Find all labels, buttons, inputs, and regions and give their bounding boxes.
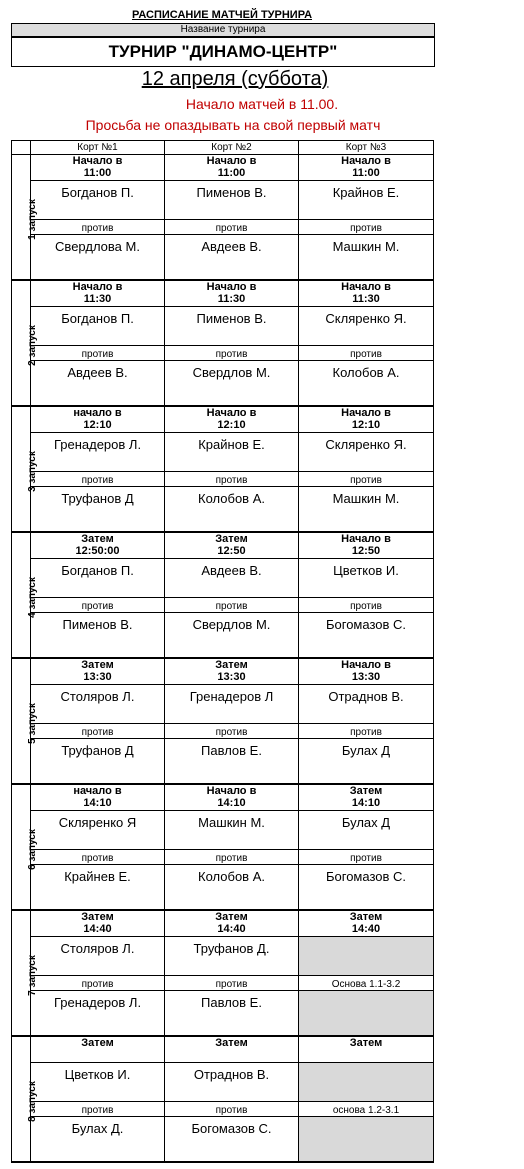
start-time-label: Затем (215, 533, 248, 545)
court-header-row (12, 141, 434, 155)
player-one: Богданов П. (31, 559, 165, 598)
vs-row (12, 598, 434, 613)
start-time-value: 14:40 (351, 923, 381, 935)
match-start-time (299, 280, 434, 307)
player-one: Скляренко Я. (299, 307, 434, 346)
player2-row (12, 613, 434, 659)
start-time-value: 13:30 (83, 671, 112, 683)
player-one: Труфанов Д. (165, 937, 299, 976)
vs-row (12, 346, 434, 361)
versus-label: против (165, 724, 299, 739)
start-time-label: Затем (349, 911, 383, 923)
start-time-label: начало в (73, 407, 122, 419)
time-row (12, 1036, 434, 1063)
schedule-title: РАСПИСАНИЕ МАТЧЕЙ ТУРНИРА (131, 9, 313, 21)
player-two: Павлов Е. (165, 991, 299, 1037)
player-one: Богданов П. (31, 307, 165, 346)
start-time-label: Затем (81, 911, 114, 923)
start-time-label: Затем (81, 1037, 114, 1049)
start-time-label: Затем (81, 659, 114, 671)
round-label (12, 532, 38, 658)
player2-row (12, 739, 434, 785)
match-start-time (299, 532, 434, 559)
start-time-value: 13:30 (351, 671, 381, 683)
player1-row (12, 559, 434, 598)
start-time-value: 14:10 (83, 797, 112, 809)
player-two: Булах Д (299, 739, 434, 785)
player2-row (12, 991, 434, 1037)
start-time-label: Начало в (341, 155, 391, 167)
vs-row (12, 472, 434, 487)
match-start-time (31, 280, 165, 307)
player-two: Авдеев В. (31, 361, 165, 407)
match-start-time (165, 155, 299, 181)
player-one: Богданов П. (31, 181, 165, 220)
versus-label: против (299, 724, 434, 739)
vs-row (12, 1102, 434, 1117)
versus-label: против (299, 850, 434, 865)
match-start-time (165, 1036, 299, 1063)
round-label (12, 155, 38, 281)
start-time-label: Начало в (341, 281, 391, 293)
start-time-value: 11:30 (217, 293, 246, 305)
corner-cell (12, 141, 31, 155)
player-two: Свердлов М. (165, 361, 299, 407)
player-two: Труфанов Д (31, 487, 165, 533)
start-time-label: Затем (215, 659, 248, 671)
start-time-value: 12:10 (217, 419, 246, 431)
player-one: Столяров Л. (31, 685, 165, 724)
court-header: Корт №3 (299, 141, 434, 155)
player-two: Павлов Е. (165, 739, 299, 785)
player-two: Пименов В. (31, 613, 165, 659)
versus-label: против (165, 850, 299, 865)
start-time-value: 12:50 (217, 545, 246, 557)
court-header: Корт №1 (31, 141, 165, 155)
round-label (12, 910, 38, 1036)
player-one: Скляренко Я (31, 811, 165, 850)
player-two: Свердлова М. (31, 235, 165, 281)
match-start-time (165, 658, 299, 685)
player-one: Цветков И. (31, 1063, 165, 1102)
player-one: Цветков И. (299, 559, 434, 598)
player1-row (12, 937, 434, 976)
start-time-value: 13:30 (217, 671, 246, 683)
start-time-value: 12:10 (351, 419, 381, 431)
versus-label: против (165, 346, 299, 361)
start-time-value: 12:10 (83, 419, 112, 431)
match-start-time (165, 784, 299, 811)
start-time-value: 11:00 (217, 167, 246, 179)
start-time-label: Начало в (72, 281, 123, 293)
time-row (12, 280, 434, 307)
start-time-value: 11:00 (352, 167, 380, 179)
start-time-value: 14:10 (217, 797, 246, 809)
player-one: Скляренко Я. (299, 433, 434, 472)
player-one: Крайнов Е. (165, 433, 299, 472)
player1-row (12, 811, 434, 850)
vs-row (12, 724, 434, 739)
player-two: Свердлов М. (165, 613, 299, 659)
tournament-name: ТУРНИР "ДИНАМО-ЦЕНТР" (11, 37, 435, 67)
player-one: Крайнов Е. (299, 181, 434, 220)
versus-label: против (31, 472, 165, 487)
match-start-time (31, 532, 165, 559)
round-label (12, 784, 38, 910)
match-start-time (299, 406, 434, 433)
vs-row (12, 976, 434, 991)
player-one: Гренадеров Л. (31, 433, 165, 472)
start-time-label: Начало в (72, 155, 123, 167)
player-two: Крайнев Е. (31, 865, 165, 911)
vs-row (12, 850, 434, 865)
player2-row (12, 361, 434, 407)
player1-row (12, 307, 434, 346)
schedule-table (11, 140, 434, 1163)
versus-label: против (31, 976, 165, 991)
start-time-label: Затем (349, 1037, 383, 1049)
time-row (12, 784, 434, 811)
time-row (12, 406, 434, 433)
start-time-value: 11:00 (83, 167, 112, 179)
start-time-label: начало в (73, 785, 122, 797)
tournament-date: 12 апреля (суббота) (141, 68, 329, 90)
match-start-time (299, 658, 434, 685)
versus-label: против (299, 598, 434, 613)
match-start-time (299, 1036, 434, 1063)
player-one (299, 1063, 434, 1102)
player-two: Богомазов С. (165, 1117, 299, 1163)
match-start-time (299, 910, 434, 937)
match-start-time (299, 155, 434, 181)
start-time-value: 11:30 (83, 293, 112, 305)
start-time-label: Затем (215, 911, 248, 923)
round-label-text: 5 запуск (26, 702, 38, 744)
versus-label: против (165, 976, 299, 991)
player-one: Булах Д (299, 811, 434, 850)
round-label (12, 406, 38, 532)
player-two: Колобов А. (165, 865, 299, 911)
round-label (12, 1036, 38, 1162)
start-time-value: 14:10 (351, 797, 381, 809)
player1-row (12, 1063, 434, 1102)
player-two: Труфанов Д (31, 739, 165, 785)
player-one: Машкин М. (165, 811, 299, 850)
court-note: Основа 1.1-3.2 (299, 976, 434, 991)
player-one: Пименов В. (165, 307, 299, 346)
match-start-time (31, 155, 165, 181)
start-time-value: 14:40 (217, 923, 246, 935)
time-row (12, 658, 434, 685)
versus-label: против (31, 598, 165, 613)
versus-label: против (165, 220, 299, 235)
round-label-text: 7 запуск (26, 954, 38, 996)
match-start-time (165, 280, 299, 307)
round-label-text: 8 запуск (26, 1080, 38, 1122)
start-time-label: Начало в (206, 407, 257, 419)
round-label (12, 658, 38, 784)
tournament-name-label: Название турнира (11, 23, 435, 37)
start-time-label: Начало в (341, 533, 391, 545)
player-two: Колобов А. (165, 487, 299, 533)
player-one: Пименов В. (165, 181, 299, 220)
versus-label: против (31, 850, 165, 865)
versus-label: против (165, 598, 299, 613)
court-note: основа 1.2-3.1 (299, 1102, 434, 1117)
start-time-value: 12:50 (351, 545, 381, 557)
versus-label: против (31, 220, 165, 235)
player1-row (12, 685, 434, 724)
player-two: Булах Д. (31, 1117, 165, 1163)
match-start-time (31, 910, 165, 937)
player-one: Отраднов В. (165, 1063, 299, 1102)
player2-row (12, 1117, 434, 1163)
player-two: Машкин М. (299, 235, 434, 281)
player-one: Гренадеров Л (165, 685, 299, 724)
time-row (12, 155, 434, 181)
match-start-time (31, 784, 165, 811)
round-label-text: 2 запуск (26, 324, 38, 366)
match-start-time (299, 784, 434, 811)
versus-label: против (31, 346, 165, 361)
match-start-time (31, 1036, 165, 1063)
match-start-time (165, 406, 299, 433)
start-time-label: Затем (215, 1037, 248, 1049)
versus-label: против (299, 472, 434, 487)
round-label-text: 4 запуск (26, 576, 38, 618)
match-start-time (165, 910, 299, 937)
start-time-note: Начало матчей в 11.00. (185, 96, 339, 112)
round-label-text: 1 запуск (26, 198, 38, 240)
match-start-time (31, 406, 165, 433)
start-time-label: Затем (81, 533, 114, 545)
player-two: Авдеев В. (165, 235, 299, 281)
player2-row (12, 865, 434, 911)
versus-label: против (299, 220, 434, 235)
start-time-label: Начало в (206, 281, 257, 293)
player-one (299, 937, 434, 976)
start-time-label: Начало в (206, 785, 257, 797)
round-label-text: 6 запуск (26, 828, 38, 870)
round-label (12, 280, 38, 406)
start-time-value: 12:50:00 (75, 545, 120, 557)
start-time-value: 14:40 (83, 923, 112, 935)
round-label-text: 3 запуск (26, 450, 38, 492)
player-one: Отраднов В. (299, 685, 434, 724)
start-time-label: Начало в (341, 659, 391, 671)
player-one: Столяров Л. (31, 937, 165, 976)
player-two (299, 1117, 434, 1163)
versus-label: против (31, 724, 165, 739)
player-two: Богомазов С. (299, 865, 434, 911)
start-time-label: Затем (349, 785, 383, 797)
match-start-time (165, 532, 299, 559)
player-two: Гренадеров Л. (31, 991, 165, 1037)
schedule-body (12, 155, 434, 1163)
versus-label: против (299, 346, 434, 361)
start-time-value: 11:30 (352, 293, 380, 305)
time-row (12, 910, 434, 937)
versus-label: против (165, 1102, 299, 1117)
punctuality-request: Просьба не опаздывать на свой первый матч (85, 117, 381, 133)
court-header: Корт №2 (165, 141, 299, 155)
start-time-label: Начало в (341, 407, 391, 419)
player-one: Авдеев В. (165, 559, 299, 598)
vs-row (12, 220, 434, 235)
time-row (12, 532, 434, 559)
match-start-time (31, 658, 165, 685)
player-two (299, 991, 434, 1037)
player2-row (12, 487, 434, 533)
start-time-label: Начало в (206, 155, 257, 167)
player-two: Богомазов С. (299, 613, 434, 659)
player-two: Колобов А. (299, 361, 434, 407)
player1-row (12, 433, 434, 472)
player-two: Машкин М. (299, 487, 434, 533)
versus-label: против (165, 472, 299, 487)
versus-label: против (31, 1102, 165, 1117)
player2-row (12, 235, 434, 281)
player1-row (12, 181, 434, 220)
